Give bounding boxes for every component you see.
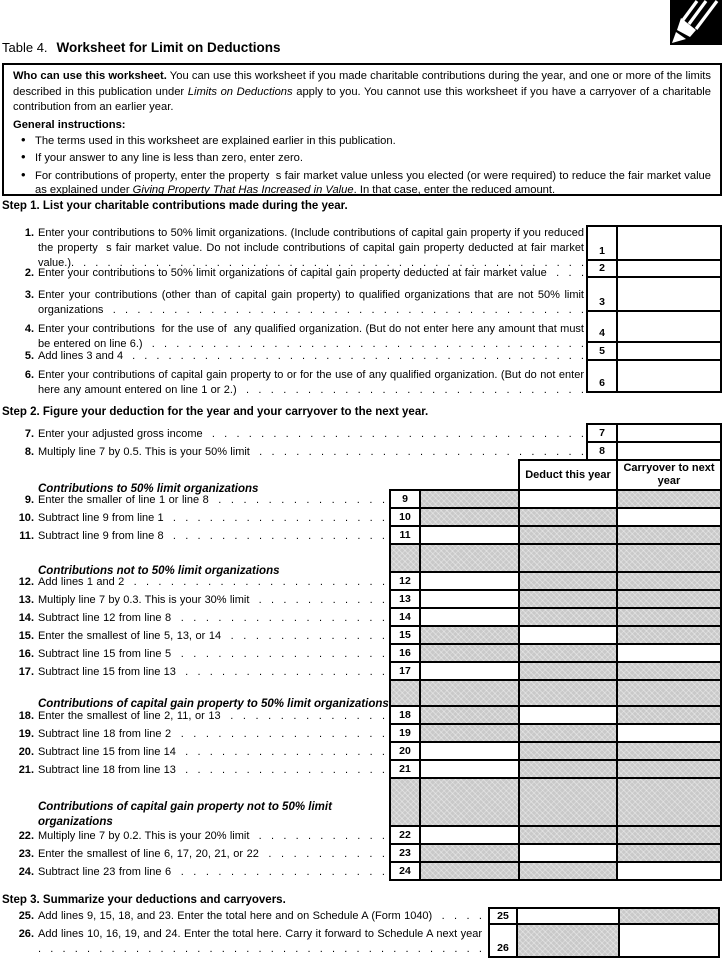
line-20-number: 20 . — [14, 745, 34, 760]
line-20-carryover-cell — [618, 743, 720, 759]
pencil-icon — [670, 0, 722, 45]
line-item-25 — [14, 909, 482, 925]
separator-cell — [618, 779, 720, 825]
line-13-amount-cell[interactable] — [421, 591, 518, 607]
line-13-text: Multiply line 7 by 0.3. This is your 30% limit — [38, 594, 250, 606]
line-2-entry-box[interactable] — [618, 261, 720, 276]
line-22-text: Multiply line 7 by 0.2. This is your 20% limit — [38, 830, 250, 842]
line-4-num-box: 4 — [588, 312, 616, 341]
separator-cell — [618, 545, 720, 571]
line-7-entry-box[interactable] — [618, 425, 720, 441]
line-11-deduct-cell — [520, 527, 616, 543]
line-15-number: 15 . — [14, 629, 34, 644]
line-12-amount-cell[interactable] — [421, 573, 518, 589]
line-4-entry-box[interactable] — [618, 312, 720, 341]
line-12-deduct-cell — [520, 573, 616, 589]
line-item-24 — [14, 865, 385, 881]
line-5-entry-box[interactable] — [618, 343, 720, 359]
line-24-carryover-cell[interactable] — [618, 863, 720, 879]
line-16-deduct-cell — [520, 645, 616, 661]
line-8-text: Multiply line 7 by 0.5. This is your 50% limit — [38, 446, 250, 458]
line-12-text: Add lines 1 and 2 — [38, 576, 125, 588]
line-18-amount-cell — [421, 707, 518, 723]
section-cg-50-limit-heading: Contributions of capital gain property to 50% limit organizations — [38, 698, 389, 710]
line-11-amount-cell[interactable] — [421, 527, 518, 543]
line-10-deduct-cell — [520, 509, 616, 525]
line-21-carryover-cell — [618, 761, 720, 777]
line-25-text: Add lines 9, 15, 18, and 23. Enter the total here and on Schedule A (Form 1040) — [38, 910, 433, 922]
line-3-entry-box[interactable] — [618, 278, 720, 310]
line-9-num-box: 9 — [391, 491, 419, 507]
who-can-use-paragraph: Who can use this worksheet. You can use this worksheet if you made charitable contributions during the year, and one or more of the limits described in this publication under Limits on Deductions apply to you. You cannot use this worksheet if you have a carryover of a charitable contribution from an earlier year. — [13, 70, 712, 113]
line-item-10 — [14, 511, 385, 527]
line-item-8 — [14, 445, 584, 461]
line-16-text: Subtract line 15 from line 5 — [38, 648, 172, 660]
line-23-carryover-cell — [618, 845, 720, 861]
line-22-deduct-cell — [520, 827, 616, 843]
line-item-11 — [14, 529, 385, 545]
line-7-text: Enter your adjusted gross income — [38, 428, 203, 440]
line-18-carryover-cell — [618, 707, 720, 723]
line-24-text: Subtract line 23 from line 6 — [38, 866, 172, 878]
line-2-text: Enter your contributions to 50% limit organizations of capital gain property deducted at fair market value — [38, 267, 547, 279]
line-14-text: Subtract line 12 from line 8 — [38, 612, 172, 624]
line-2-number: 2 . — [14, 266, 34, 281]
line-16-number: 16 . — [14, 647, 34, 662]
line-17-deduct-cell — [520, 663, 616, 679]
separator-cell — [520, 681, 616, 705]
line-item-17 — [14, 665, 385, 681]
line-19-carryover-cell[interactable] — [618, 725, 720, 741]
instructions-box — [2, 63, 722, 196]
separator-cell — [391, 779, 419, 825]
line-3-num-box: 3 — [588, 278, 616, 310]
line-20-amount-cell[interactable] — [421, 743, 518, 759]
line-26-deduct-cell — [518, 925, 618, 956]
line-item-21 — [14, 763, 385, 779]
bullet-item: • For contributions of property, enter the property s fair market value unless you elected (or were required) to reduce the fair market value as explained under Giving Property That Has Increased in Value. In that case, enter the reduced amount. — [13, 169, 711, 197]
lines-25-26-table — [488, 907, 720, 958]
line-item-16 — [14, 647, 385, 663]
line-22-num-box: 22 — [391, 827, 419, 843]
line-item-14 — [14, 611, 385, 627]
line-5-text: Add lines 3 and 4 — [38, 350, 124, 362]
line-item-12 — [14, 575, 385, 591]
line-16-amount-cell — [421, 645, 518, 661]
line-10-number: 10 . — [14, 511, 34, 526]
line-18-text: Enter the smallest of line 2, 11, or 13 — [38, 710, 221, 722]
line-7-number: 7 . — [14, 427, 34, 442]
line-21-amount-cell[interactable] — [421, 761, 518, 777]
line-21-number: 21 . — [14, 763, 34, 778]
line-19-number: 19 . — [14, 727, 34, 742]
line-17-amount-cell[interactable] — [421, 663, 518, 679]
line-12-num-box: 12 — [391, 573, 419, 589]
step-1-heading: Step 1. List your charitable contributions made during the year. — [2, 200, 348, 212]
separator-cell — [421, 681, 518, 705]
line-9-number: 9 . — [14, 493, 34, 508]
page-title — [2, 40, 281, 55]
general-instructions-label: General instructions: — [13, 118, 126, 131]
line-2-num-box: 2 — [588, 261, 616, 276]
line-13-deduct-cell — [520, 591, 616, 607]
line-17-number: 17 . — [14, 665, 34, 680]
line-15-text: Enter the smallest of line 5, 13, or 14 — [38, 630, 222, 642]
line-8-entry-box[interactable] — [618, 443, 720, 459]
section-not-50-limit-heading: Contributions not to 50% limit organizations — [38, 565, 280, 577]
line-25-num-box: 25 — [490, 909, 516, 923]
line-3-number: 3 . — [14, 288, 34, 303]
line-11-carryover-cell — [618, 527, 720, 543]
line-11-text: Subtract line 9 from line 8 — [38, 530, 164, 542]
worksheet-title: Worksheet for Limit on Deductions — [56, 40, 281, 55]
line-20-text: Subtract line 15 from line 14 — [38, 746, 176, 758]
line-item-26 — [14, 927, 482, 959]
line-15-carryover-cell — [618, 627, 720, 643]
line-25-carryover-cell — [620, 909, 718, 923]
line-23-number: 23 . — [14, 847, 34, 862]
line-22-amount-cell[interactable] — [421, 827, 518, 843]
line-8-num-box: 8 — [588, 443, 616, 459]
line-14-num-box: 14 — [391, 609, 419, 625]
line-6-text: Enter your contributions of capital gain property to or for the use of any qualified organization. (But do not enter here any amount entered on line 1 or 2.) — [38, 369, 584, 396]
separator-cell — [421, 779, 518, 825]
line-item-19 — [14, 727, 385, 743]
line-item-15 — [14, 629, 385, 645]
lines-1-6-entry-table — [586, 225, 722, 393]
line-21-deduct-cell — [520, 761, 616, 777]
line-20-deduct-cell — [520, 743, 616, 759]
section-cg-not-50-limit-heading: Contributions of capital gain property not to 50% limit organizations — [38, 801, 332, 828]
line-23-deduct-cell[interactable] — [520, 845, 616, 861]
line-12-carryover-cell — [618, 573, 720, 589]
line-14-carryover-cell — [618, 609, 720, 625]
line-8-number: 8 . — [14, 445, 34, 460]
line-18-num-box: 18 — [391, 707, 419, 723]
line-24-amount-cell — [421, 863, 518, 879]
line-13-carryover-cell — [618, 591, 720, 607]
line-1-text: Enter your contributions to 50% limit organizations. (Include contributions of capital gain property if you reduced the property s fair market value. Do not include contributions of capital gain property deducted at fair market value.). — [38, 227, 584, 269]
line-22-number: 22 . — [14, 829, 34, 844]
separator-cell — [618, 681, 720, 705]
line-4-text: Enter your contributions for the use of any qualified organization. (But do not enter here any amount that must be entered on line 6.) — [38, 323, 584, 350]
line-10-text: Subtract line 9 from line 1 — [38, 512, 164, 524]
line-24-num-box: 24 — [391, 863, 419, 879]
line-9-carryover-cell — [618, 491, 720, 507]
line-item-5 — [14, 349, 584, 365]
line-4-number: 4 . — [14, 322, 34, 337]
line-6-num-box: 6 — [588, 361, 616, 391]
line-14-number: 14 . — [14, 611, 34, 626]
line-11-num-box: 11 — [391, 527, 419, 543]
line-item-18 — [14, 709, 385, 725]
line-19-deduct-cell — [520, 725, 616, 741]
separator-cell — [391, 681, 419, 705]
line-15-num-box: 15 — [391, 627, 419, 643]
line-5-number: 5 . — [14, 349, 34, 364]
line-item-7 — [14, 427, 584, 443]
separator-cell — [391, 545, 419, 571]
line-6-number: 6 . — [14, 368, 34, 383]
line-5-num-box: 5 — [588, 343, 616, 359]
line-14-amount-cell[interactable] — [421, 609, 518, 625]
dot-leader — [38, 304, 584, 319]
dot-leader — [38, 943, 482, 959]
separator-cell — [421, 545, 518, 571]
line-6-entry-box[interactable] — [618, 361, 720, 391]
line-12-number: 12 . — [14, 575, 34, 590]
line-15-amount-cell — [421, 627, 518, 643]
line-14-deduct-cell — [520, 609, 616, 625]
separator-cell — [520, 545, 616, 571]
line-21-num-box: 21 — [391, 761, 419, 777]
bullet-item: • The terms used in this worksheet are explained earlier in this publication. — [13, 134, 711, 149]
giving-property-ref: Giving Property That Has Increased in Value — [132, 184, 354, 196]
who-can-use-label: Who can use this worksheet. — [13, 70, 167, 82]
line-24-number: 24 . — [14, 865, 34, 880]
line-20-num-box: 20 — [391, 743, 419, 759]
line-item-6 — [14, 368, 584, 399]
line-22-carryover-cell — [618, 827, 720, 843]
line-1-entry-box[interactable] — [618, 227, 720, 259]
line-item-22 — [14, 829, 385, 845]
line-9-amount-cell — [421, 491, 518, 507]
line-10-amount-cell — [421, 509, 518, 525]
line-23-num-box: 23 — [391, 845, 419, 861]
line-25-deduct-cell[interactable] — [518, 909, 618, 923]
line-23-text: Enter the smallest of line 6, 17, 20, 21, or 22 — [38, 848, 259, 860]
line-19-amount-cell — [421, 725, 518, 741]
line-18-deduct-cell[interactable] — [520, 707, 616, 723]
line-13-num-box: 13 — [391, 591, 419, 607]
line-3-text: Enter your contributions (other than of capital gain property) to qualified organizations that are not 50% limit organizations — [38, 289, 584, 316]
limits-on-deductions-ref: Limits on Deductions — [187, 85, 293, 98]
line-7-num-box: 7 — [588, 425, 616, 441]
line-18-number: 18 . — [14, 709, 34, 724]
line-16-carryover-cell[interactable] — [618, 645, 720, 661]
step-3-heading: Step 3. Summarize your deductions and carryovers. — [2, 894, 286, 906]
line-26-number: 26 . — [14, 927, 34, 942]
lines-9-24-grid — [389, 489, 722, 881]
section-50-limit-heading: Contributions to 50% limit organizations — [38, 483, 259, 495]
line-17-num-box: 17 — [391, 663, 419, 679]
table-number: Table 4. — [2, 40, 48, 55]
line-item-20 — [14, 745, 385, 761]
line-item-23 — [14, 847, 385, 863]
line-1-num-box: 1 — [588, 227, 616, 259]
line-1-number: 1 . — [14, 226, 34, 241]
column-headers — [518, 459, 722, 491]
line-item-3 — [14, 288, 584, 319]
line-11-number: 11 . — [14, 529, 34, 544]
line-item-13 — [14, 593, 385, 609]
column-header-carryover: Carryover to next year — [618, 461, 720, 489]
line-16-num-box: 16 — [391, 645, 419, 661]
line-17-carryover-cell — [618, 663, 720, 679]
line-19-num-box: 19 — [391, 725, 419, 741]
line-9-text: Enter the smaller of line 1 or line 8 — [38, 494, 209, 506]
line-26-text: Add lines 10, 16, 19, and 24. Enter the total here. Carry it forward to Schedule A next year — [38, 928, 482, 940]
line-21-text: Subtract line 18 from line 13 — [38, 764, 176, 776]
step-2-heading: Step 2. Figure your deduction for the year and your carryover to the next year. — [2, 406, 429, 418]
lines-7-8-entry-table — [586, 423, 722, 461]
separator-cell — [520, 779, 616, 825]
column-header-deduct: Deduct this year — [520, 461, 616, 489]
line-23-amount-cell — [421, 845, 518, 861]
line-25-number: 25 . — [14, 909, 34, 924]
line-26-num-box: 26 — [490, 925, 516, 956]
line-9-deduct-cell[interactable] — [520, 491, 616, 507]
line-19-text: Subtract line 18 from line 2 — [38, 728, 172, 740]
line-item-2 — [14, 266, 584, 282]
line-10-carryover-cell[interactable] — [618, 509, 720, 525]
line-17-text: Subtract line 15 from line 13 — [38, 666, 176, 678]
line-26-carryover-cell[interactable] — [620, 925, 718, 956]
line-15-deduct-cell[interactable] — [520, 627, 616, 643]
line-10-num-box: 10 — [391, 509, 419, 525]
bullet-item: • If your answer to any line is less than zero, enter zero. — [13, 151, 711, 166]
line-13-number: 13 . — [14, 593, 34, 608]
line-24-deduct-cell — [520, 863, 616, 879]
line-item-9 — [14, 493, 385, 509]
